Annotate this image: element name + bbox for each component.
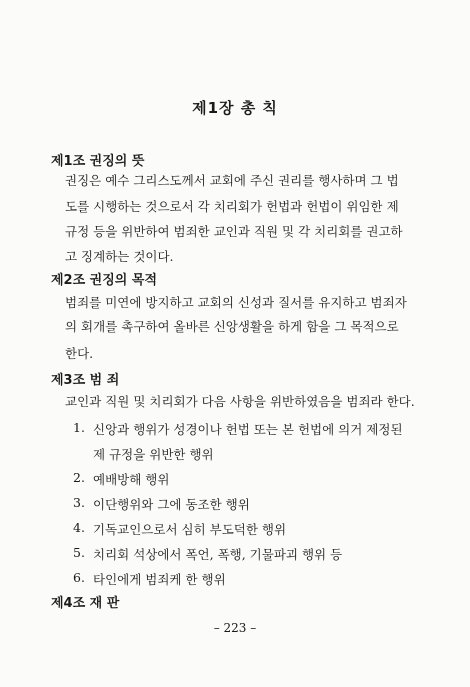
list-item-4-text: 기독교인으로서 심히 부도덕한 행위 (93, 522, 287, 537)
article-1-line-2: 도를 시행하는 것으로서 각 치리회가 헌법과 헌법이 위임한 제 (65, 199, 399, 214)
article-3-line-1: 교인과 직원 및 치리회가 다음 사항을 위반하였음을 범죄라 한다. (65, 394, 415, 409)
list-item-3-number: 3. (73, 495, 85, 510)
list-item-5-text: 치리회 석상에서 폭언, 폭행, 기물파괴 행위 등 (93, 547, 343, 562)
list-item-2-number: 2. (73, 470, 85, 485)
list-item-2-text: 예배방해 행위 (93, 472, 170, 487)
article-1-line-3: 규정 등을 위반하여 범죄한 교인과 직원 및 각 치리회를 권고하 (65, 224, 403, 239)
list-item-1-text-line-2: 제 규정을 위반한 행위 (93, 447, 214, 462)
article-1-line-1: 권징은 예수 그리스도께서 교회에 주신 권리를 행사하며 그 법 (65, 173, 399, 188)
list-item-1-text-line-1: 신앙과 행위가 성경이나 헌법 또는 본 헌법에 의거 제정된 (93, 422, 403, 437)
list-item-1-number: 1. (73, 420, 85, 435)
article-3-heading: 제3조 범 죄 (51, 373, 120, 388)
list-item-5-number: 5. (73, 545, 85, 560)
article-1-heading: 제1조 권징의 뜻 (51, 154, 145, 169)
article-2-heading: 제2조 권징의 목적 (51, 273, 158, 288)
article-2-line-1: 범죄를 미연에 방지하고 교회의 신성과 질서를 유지하고 범죄자 (65, 295, 407, 310)
page-number: – 223 – (213, 621, 257, 635)
list-item-3-text: 이단행위와 그에 동조한 행위 (93, 497, 250, 512)
article-2-line-3: 한다. (65, 346, 94, 361)
article-4-heading: 제4조 재 판 (51, 596, 120, 611)
chapter-title: 제1장 총 칙 (192, 99, 278, 117)
list-item-6-number: 6. (73, 570, 85, 585)
list-item-6-text: 타인에게 범죄케 한 행위 (93, 572, 226, 587)
article-2-line-2: 의 회개를 촉구하여 올바른 신앙생활을 하게 함을 그 목적으로 (65, 319, 399, 334)
list-item-4-number: 4. (73, 520, 85, 535)
article-1-line-4: 고 징계하는 것이다. (65, 249, 174, 264)
